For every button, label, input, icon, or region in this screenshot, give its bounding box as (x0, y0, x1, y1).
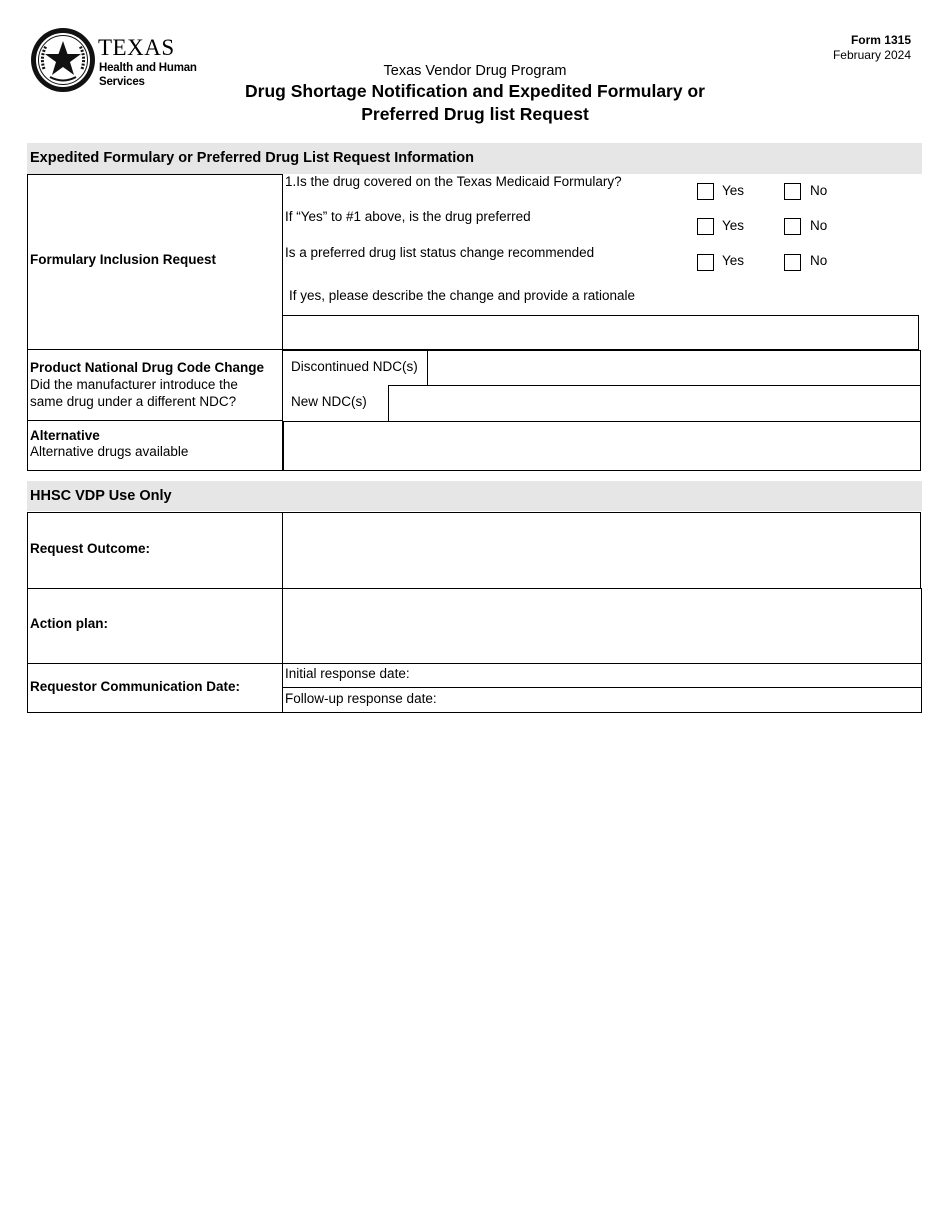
rationale-prompt: If yes, please describe the change and provide a rationale (289, 288, 635, 303)
initial-response-field[interactable] (420, 664, 920, 687)
q2-no-checkbox[interactable] (784, 218, 801, 235)
q3-no-checkbox[interactable] (784, 254, 801, 271)
logo-agency-line-2: Services (99, 76, 145, 88)
title-line-1: Drug Shortage Notification and Expedited Formulary or (245, 81, 705, 101)
q1-no-checkbox[interactable] (784, 183, 801, 200)
logo-texas-text: TEXAS (98, 35, 175, 60)
divider (27, 174, 283, 175)
divider (27, 174, 28, 471)
alternative-label: Alternative (30, 428, 100, 443)
divider (27, 512, 28, 713)
alternative-drugs-field[interactable] (283, 421, 921, 471)
divider (27, 712, 922, 713)
followup-response-field[interactable] (445, 688, 920, 712)
discontinued-ndc-field[interactable] (427, 350, 921, 386)
divider (920, 512, 921, 589)
ndc-change-block (30, 359, 264, 410)
form-number-block (833, 33, 911, 63)
section-2-header: HHSC VDP Use Only (27, 481, 922, 511)
formulary-inclusion-label: Formulary Inclusion Request (30, 252, 217, 267)
rationale-field[interactable] (282, 315, 919, 350)
requestor-comm-label: Requestor Communication Date: (30, 679, 241, 694)
discontinued-ndc-label: Discontinued NDC(s) (291, 359, 418, 374)
q2-no-label: No (810, 218, 828, 233)
divider (27, 349, 283, 350)
page-title (0, 62, 950, 126)
new-ndc-field[interactable] (388, 385, 921, 422)
question-1: 1.Is the drug covered on the Texas Medicaid Formulary? (285, 174, 622, 189)
q2-yes-checkbox[interactable] (697, 218, 714, 235)
alternative-block (30, 428, 188, 460)
action-plan-field[interactable] (283, 589, 920, 663)
ndc-change-desc-2: same drug under a different NDC? (30, 394, 237, 409)
form-number: Form 1315 (850, 33, 911, 47)
logo-agency-line-1: Health and Human (99, 62, 197, 74)
divider (921, 588, 922, 713)
q1-yes-checkbox[interactable] (697, 183, 714, 200)
question-3: Is a preferred drug list status change recommended (285, 245, 595, 260)
q3-yes-checkbox[interactable] (697, 254, 714, 271)
alternative-desc: Alternative drugs available (30, 444, 189, 459)
divider (27, 470, 283, 471)
ndc-change-label: Product National Drug Code Change (30, 360, 265, 375)
divider (27, 420, 283, 421)
followup-response-label: Follow-up response date: (285, 691, 437, 706)
request-outcome-label: Request Outcome: (30, 541, 151, 556)
q1-no-label: No (810, 183, 828, 198)
program-name: Texas Vendor Drug Program (383, 63, 567, 79)
ndc-change-desc-1: Did the manufacturer introduce the (30, 377, 238, 392)
action-plan-label: Action plan: (30, 616, 108, 631)
q3-no-label: No (810, 253, 828, 268)
initial-response-label: Initial response date: (285, 666, 410, 681)
form-date: February 2024 (832, 48, 911, 62)
q3-yes-label: Yes (722, 253, 745, 268)
request-outcome-field[interactable] (283, 513, 920, 588)
title-line-2: Preferred Drug list Request (361, 104, 589, 124)
q2-yes-label: Yes (722, 218, 745, 233)
q1-yes-label: Yes (722, 183, 745, 198)
new-ndc-label: New NDC(s) (291, 394, 367, 409)
question-2: If “Yes” to #1 above, is the drug preferred (285, 209, 531, 224)
section-1-header: Expedited Formulary or Preferred Drug List Request Information (27, 143, 922, 174)
